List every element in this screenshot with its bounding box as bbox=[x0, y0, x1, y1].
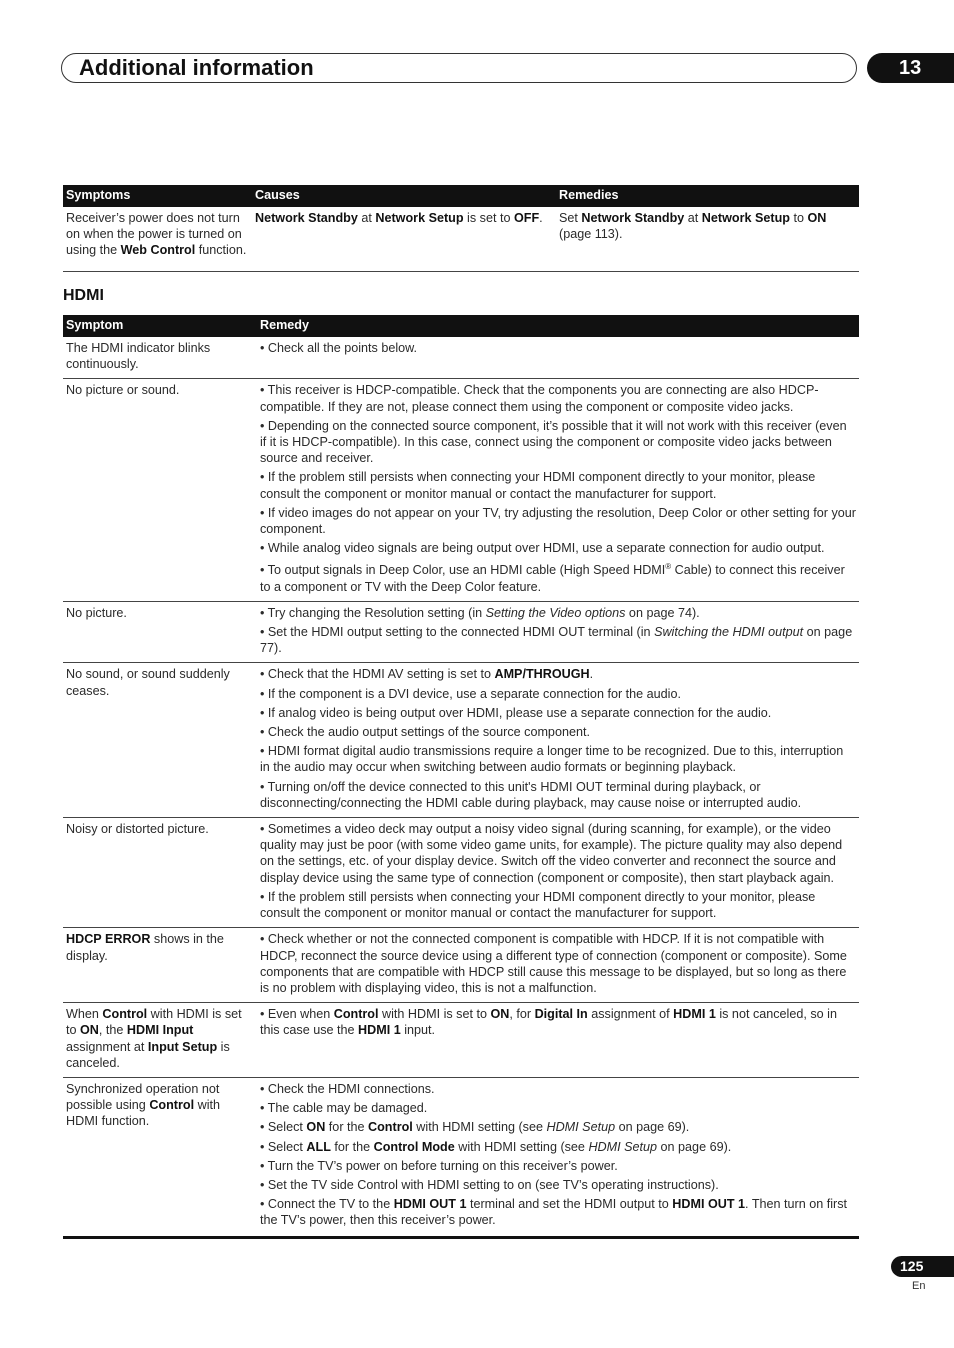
table-row bbox=[63, 663, 859, 818]
table-header-row bbox=[63, 315, 859, 337]
table-row bbox=[63, 928, 859, 1003]
column-header-remedies: Remedies bbox=[556, 185, 859, 207]
chapter-title: Additional information bbox=[79, 55, 314, 80]
remedy-cell: • Sometimes a video deck may output a noisy video signal (during scanning, for example), or the video quality may just be poor (with some video game units, for example). The picture quality may also depend on the settings, etc. of your display device. Switch off the video converter and reconnect the source and display device using the same type of connection (component or composite), then start playback again. • If the problem still persists when connecting your HDMI component directly to your monitor, please consult the component or monitor manual or contact the manufacturer for support. bbox=[257, 818, 859, 928]
remedy-cell: • This receiver is HDCP-compatible. Check that the components you are connecting are also HDCP-compatible. If they are not, please connect them using the component or composite video jacks. • Depending on the connected source component, it’s possible that it will not work with this receiver (even if it is HDCP-compatible). In this case, connect using the component or composite video jacks between source and receiver. • If the problem still persists when connecting your HDMI component directly to your monitor, please consult the component or monitor manual or contact the manufacturer for support. • If video images do not appear on your TV, try adjusting the resolution, Deep Color or other setting for your component. • While analog video signals are being output over HDMI, use a separate connection for audio output. • To output signals in Deep Color, use an HDMI cable (High Speed HDMI® Cable) to connect this receiver to a component or TV with the Deep Color feature. bbox=[257, 379, 859, 601]
remedy-cell: • Check all the points below. bbox=[257, 337, 859, 379]
language-label: En bbox=[912, 1280, 926, 1292]
column-header-remedy: Remedy bbox=[257, 315, 859, 337]
table-row bbox=[63, 601, 859, 663]
symptom-cell: The HDMI indicator blinks continuously. bbox=[63, 337, 257, 379]
symptom-cell: HDCP ERROR shows in the display. bbox=[63, 928, 257, 1003]
symptom-cell: No picture. bbox=[63, 601, 257, 663]
network-troubleshooting-table bbox=[63, 185, 859, 272]
cause-cell: Network Standby at Network Setup is set to OFF. bbox=[252, 207, 556, 271]
remedy-cell: • Try changing the Resolution setting (in Setting the Video options on page 74). • Set the HDMI output setting to the connected HDMI OUT terminal (in Switching the HDMI output on page 77). bbox=[257, 601, 859, 663]
table-row bbox=[63, 379, 859, 601]
section-title-hdmi: HDMI bbox=[63, 287, 104, 304]
symptom-cell: No picture or sound. bbox=[63, 379, 257, 601]
table-row bbox=[63, 207, 859, 271]
hdmi-troubleshooting-table bbox=[63, 315, 859, 1239]
remedy-cell: • Check whether or not the connected component is compatible with HDCP. If it is not compatible with HDCP, reconnect the source device using a different type of connection (component or composite). Some components that are compatible with HDCP still cause this message to be displayed, but so long as there is no problem with displaying video, this is not a malfunction. bbox=[257, 928, 859, 1003]
table-header-row bbox=[63, 185, 859, 207]
symptom-cell: Synchronized operation not possible using Control with HDMI function. bbox=[63, 1077, 257, 1237]
symptom-cell: When Control with HDMI is set to ON, the HDMI Input assignment at Input Setup is canceled. bbox=[63, 1003, 257, 1078]
chapter-number: 13 bbox=[867, 53, 954, 83]
table-row bbox=[63, 337, 859, 379]
table-row bbox=[63, 1077, 859, 1237]
symptom-cell: Noisy or distorted picture. bbox=[63, 818, 257, 928]
symptom-cell: Receiver’s power does not turn on when the power is turned on using the Web Control function. bbox=[63, 207, 252, 271]
column-header-symptoms: Symptoms bbox=[63, 185, 252, 207]
chapter-header bbox=[61, 53, 857, 83]
table-row bbox=[63, 818, 859, 928]
symptom-cell: No sound, or sound suddenly ceases. bbox=[63, 663, 257, 818]
remedy-cell: • Check the HDMI connections. • The cable may be damaged. • Select ON for the Control with HDMI setting (see HDMI Setup on page 69). • Select ALL for the Control Mode with HDMI setting (see HDMI Setup on page 69). • Turn the TV’s power on before turning on this receiver’s power. • Set the TV side Control with HDMI setting to on (see TV’s operating instructions). • Connect the TV to the HDMI OUT 1 terminal and set the HDMI output to HDMI OUT 1. Then turn on first the TV’s power, then this receiver’s power. bbox=[257, 1077, 859, 1237]
column-header-causes: Causes bbox=[252, 185, 556, 207]
column-header-symptom: Symptom bbox=[63, 315, 257, 337]
remedy-cell: • Check that the HDMI AV setting is set to AMP/THROUGH. • If the component is a DVI device, use a separate connection for the audio. • If analog video is being output over HDMI, please use a separate connection for the audio. • Check the audio output settings of the source component. • HDMI format digital audio transmissions require a longer time to be recognized. Due to this, interruption in the audio may occur when switching between audio formats or beginning playback. • Turning on/off the device connected to this unit's HDMI OUT terminal during playback, or disconnecting/connecting the HDMI cable during playback, may cause noise or interrupted audio. bbox=[257, 663, 859, 818]
remedy-cell: Set Network Standby at Network Setup to ON (page 113). bbox=[556, 207, 859, 271]
remedy-cell: • Even when Control with HDMI is set to ON, for Digital In assignment of HDMI 1 is not canceled, so in this case use the HDMI 1 input. bbox=[257, 1003, 859, 1078]
page-number: 125 bbox=[891, 1256, 954, 1277]
table-row bbox=[63, 1003, 859, 1078]
